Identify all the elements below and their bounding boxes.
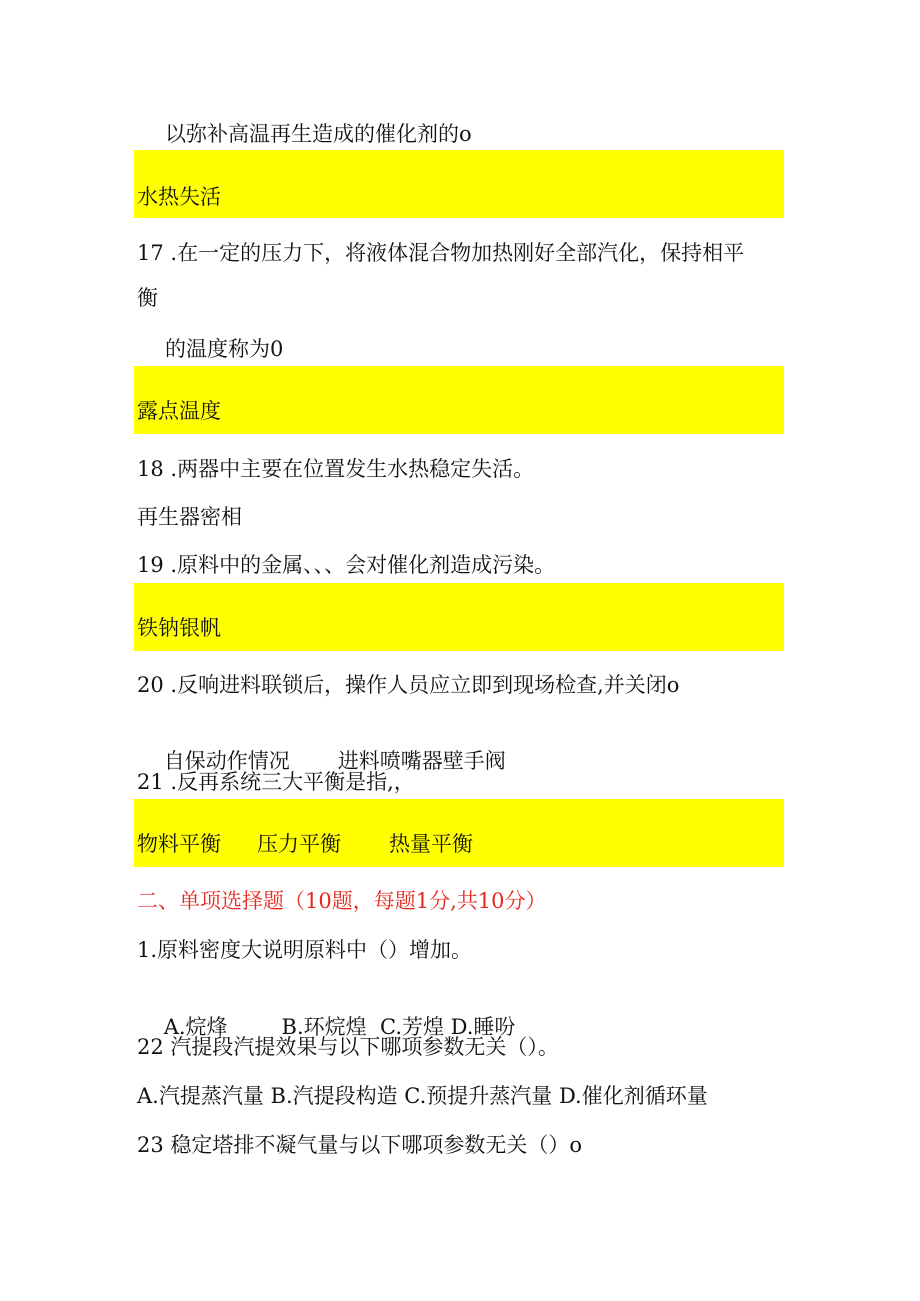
question-18: 18 .两器中主要在位置发生水热稳定失活。 [137,457,535,481]
text-line: 以弥补高温再生造成的催化剂的o [165,122,472,146]
answer-highlight [134,799,784,867]
section-heading: 二、单项选择题（10题，每题1分,共10分） [137,889,547,913]
answer-20-part2: 进料喷嘴器壁手阀 [337,749,506,773]
answer-21-part1: 物料平衡 [137,832,221,856]
answer-21-row [137,830,473,858]
answer-highlight [134,583,784,651]
question-23: 23 稳定塔排不凝气量与以下哪项参数无关（）o [137,1133,583,1157]
answer-text: 水热失活 [137,185,221,209]
question-17-continued: 衡 [137,286,158,310]
question-s1: 1.原料密度大说明原料中（）增加。 [137,938,473,962]
answer-20-part1: 自保动作情况 [163,749,290,773]
question-21: 21 .反再系统三大平衡是指,， [137,770,415,794]
options-rest: B.环烷煌 C.芳煌 D.睡吩 [281,1015,516,1039]
answer-21-part3: 热量平衡 [389,832,473,856]
question-17-end: 的温度称为0 [165,337,284,361]
answer-21-part2: 压力平衡 [257,832,341,856]
answer-text: 铁钠银帆 [137,616,221,640]
question-22: 22 汽提段汽提效果与以下哪项参数无关（）。 [137,1035,559,1059]
question-19: 19 .原料中的金属、、、会对催化剂造成污染。 [137,553,556,577]
question-17: 17 .在一定的压力下，将液体混合物加热刚好全部汽化，保持相平 [137,241,745,265]
answer-highlight [134,150,784,218]
answer-18: 再生器密相 [137,505,242,529]
options-22: A.汽提蒸汽量 B.汽提段构造 C.预提升蒸汽量 D.催化剂循环量 [137,1084,708,1108]
answer-highlight [134,366,784,434]
question-20: 20 .反响进料联锁后，操作人员应立即到现场检查,并关闭o [137,673,680,697]
answer-text: 露点温度 [137,399,221,423]
option-a: A.烷烽 [163,1015,228,1039]
